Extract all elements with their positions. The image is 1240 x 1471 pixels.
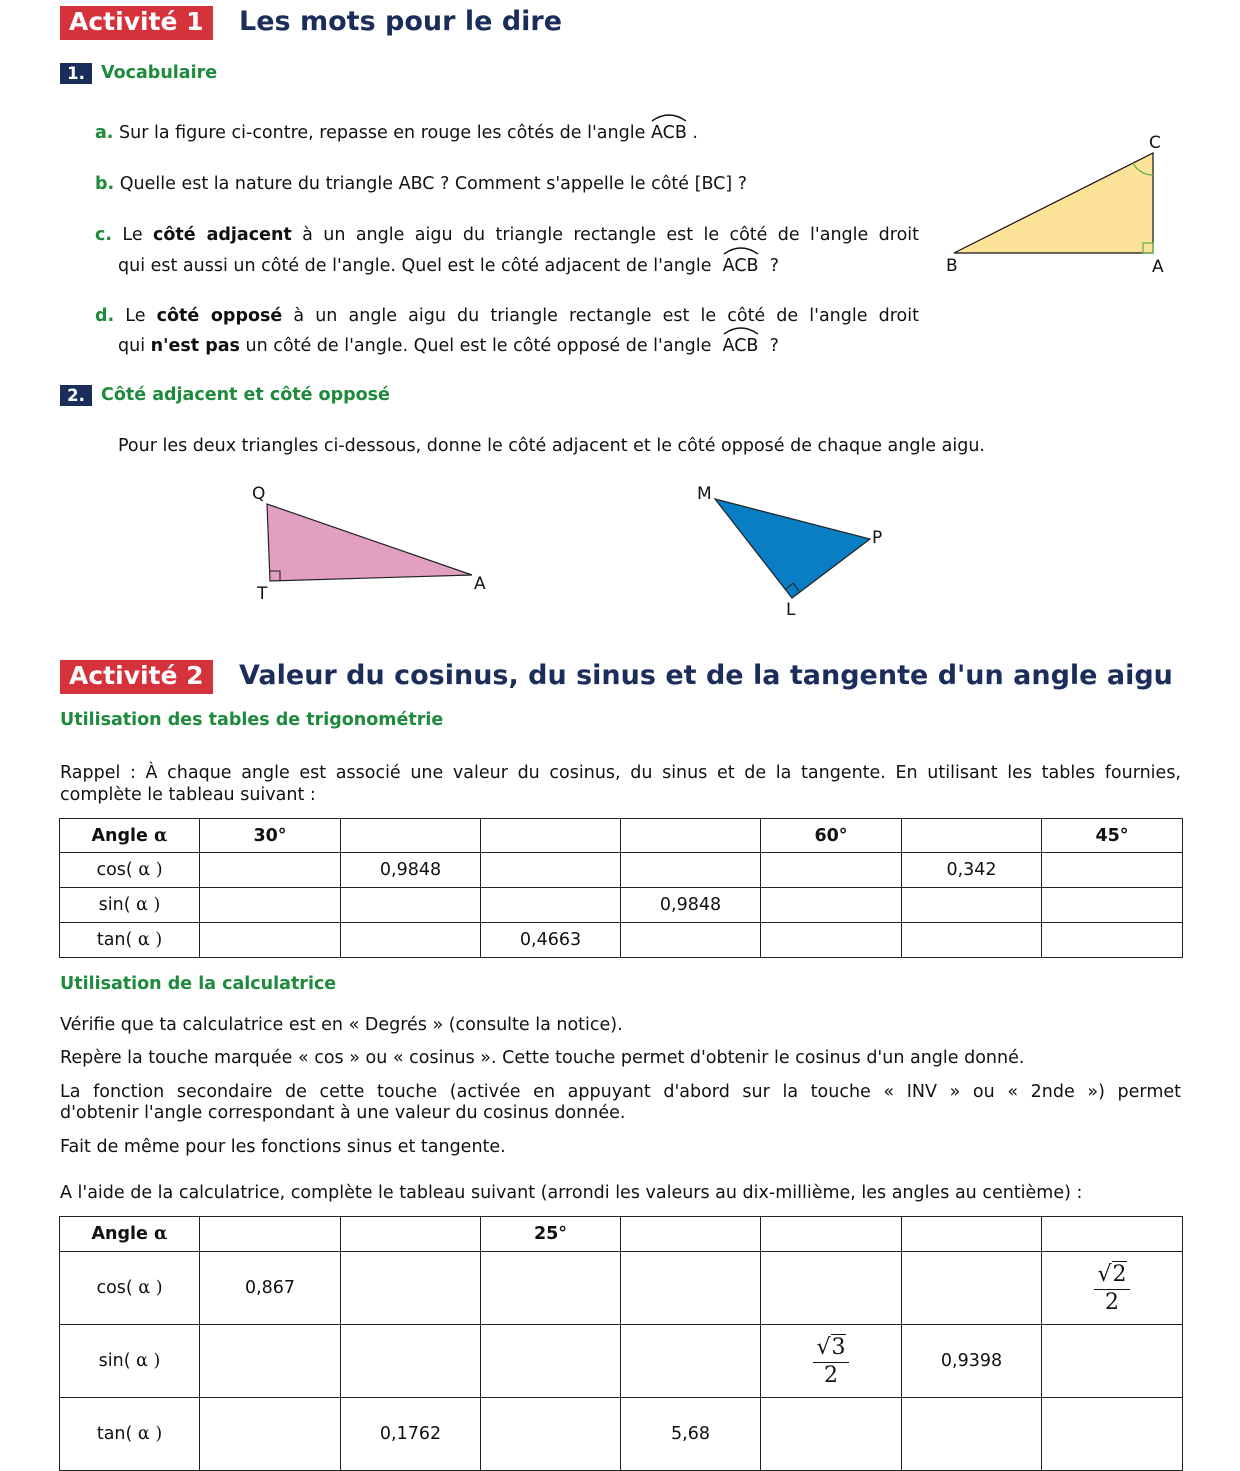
- table-cell[interactable]: 0,9848: [621, 888, 761, 923]
- table-cell[interactable]: [902, 923, 1042, 958]
- fraction-sqrt2-over-2[interactable]: √ 2 2: [1042, 1252, 1183, 1325]
- row-label-tan: tan( α ): [60, 923, 200, 958]
- table-cell[interactable]: 25°: [481, 1217, 621, 1252]
- activity-1-badge: Activité 1: [60, 6, 213, 40]
- question-d-letter: d.: [95, 306, 115, 326]
- label-c: C: [1149, 133, 1161, 153]
- table-cell[interactable]: [200, 923, 341, 958]
- table-cell[interactable]: [902, 1398, 1042, 1471]
- table-cell[interactable]: [1042, 923, 1183, 958]
- table-cell[interactable]: [200, 1398, 341, 1471]
- table-cell[interactable]: 5,68: [621, 1398, 761, 1471]
- table-cell[interactable]: [341, 923, 481, 958]
- table-cell[interactable]: [481, 1252, 621, 1325]
- calculator-instruction: A l'aide de la calculatrice, complète le tableau suivant (arrondi les valeurs au dix-millième, les angles au centième) :: [60, 1183, 1083, 1203]
- table-cell[interactable]: [1042, 1217, 1183, 1252]
- question-c-letter: c.: [95, 225, 113, 245]
- table-cell[interactable]: [481, 853, 621, 888]
- trig-table-1: [59, 818, 1183, 958]
- table2-tan-row: [60, 1398, 1183, 1471]
- label-a: A: [1152, 257, 1164, 277]
- row-label-cos: cos( α ): [60, 853, 200, 888]
- fraction-sqrt3-over-2[interactable]: √ 3 2: [761, 1325, 902, 1398]
- table-cell[interactable]: [200, 853, 341, 888]
- label-l: L: [786, 600, 796, 620]
- row-label-sin: sin( α ): [60, 1325, 200, 1398]
- paragraph-4: Fait de même pour les fonctions sinus et tangente.: [60, 1137, 506, 1157]
- label-m: M: [697, 484, 712, 504]
- section-2-instruction: Pour les deux triangles ci-dessous, donne le côté adjacent et le côté opposé de chaque angle aigu.: [118, 436, 985, 456]
- triangle-qta-figure: [250, 495, 490, 590]
- question-a-letter: a.: [95, 123, 114, 143]
- section-1-number: 1.: [60, 63, 92, 84]
- term-cote-adjacent: côté adjacent: [153, 225, 292, 245]
- table-cell[interactable]: [761, 1398, 902, 1471]
- term-cote-oppose: côté opposé: [156, 306, 283, 326]
- question-d-line1: d. Le côté opposé à un angle aigu du triangle rectangle est le côté de l'angle droit: [95, 306, 919, 326]
- table-cell[interactable]: [200, 1217, 341, 1252]
- table-cell[interactable]: [341, 1325, 481, 1398]
- angle-header: Angle α: [60, 819, 200, 853]
- table-cell[interactable]: [481, 1325, 621, 1398]
- paragraph-2: Repère la touche marquée « cos » ou « cosinus ». Cette touche permet d'obtenir le cosinus d'un angle donné.: [60, 1048, 1025, 1068]
- section-1-title: Vocabulaire: [101, 63, 218, 83]
- question-b-text: Quelle est la nature du triangle ABC ? Comment s'appelle le côté [BC] ?: [119, 174, 748, 194]
- triangle-abc: [954, 153, 1153, 253]
- angle-header: Angle α: [60, 1217, 200, 1252]
- table-cell[interactable]: [341, 1252, 481, 1325]
- table-cell[interactable]: [621, 1217, 761, 1252]
- question-c-line1: c. Le côté adjacent à un angle aigu du triangle rectangle est le côté de l'angle droit: [95, 225, 919, 245]
- table2-sin-row: [60, 1325, 1183, 1398]
- activity-1-title: Les mots pour le dire: [239, 6, 563, 37]
- rappel-text: Rappel : À chaque angle est associé une valeur du cosinus, du sinus et de la tangente. En utilisant les tables fournies, complète le tableau suivant :: [60, 763, 1181, 805]
- table-cell[interactable]: [761, 923, 902, 958]
- question-c-line2: qui est aussi un côté de l'angle. Quel est le côté adjacent de l'angle ACB ?: [118, 252, 779, 278]
- table-cell[interactable]: 45°: [1042, 819, 1183, 853]
- question-a-text: Sur la figure ci-contre, repasse en rouge les côtés de l'angle: [119, 123, 646, 143]
- table-cell[interactable]: [761, 1252, 902, 1325]
- table-cell[interactable]: [621, 923, 761, 958]
- table-cell[interactable]: [481, 819, 621, 853]
- label-q: Q: [252, 484, 266, 504]
- label-p: P: [872, 528, 883, 548]
- table-cell[interactable]: [481, 1398, 621, 1471]
- subheading-tables: Utilisation des tables de trigonométrie: [60, 710, 444, 730]
- activity-2-title: Valeur du cosinus, du sinus et de la tangente d'un angle aigu: [239, 660, 1173, 691]
- table-cell[interactable]: [761, 1217, 902, 1252]
- table-cell[interactable]: [621, 853, 761, 888]
- table-cell[interactable]: [200, 888, 341, 923]
- table-cell[interactable]: [902, 1252, 1042, 1325]
- table-cell[interactable]: [1042, 1398, 1183, 1471]
- table1-header-row: [60, 819, 1183, 853]
- table-cell[interactable]: [761, 888, 902, 923]
- angle-acb: ACB: [723, 332, 759, 358]
- triangle-mpl-figure: [700, 490, 890, 605]
- table-cell[interactable]: [1042, 853, 1183, 888]
- table-cell[interactable]: [1042, 888, 1183, 923]
- paragraph-3-line1: La fonction secondaire de cette touche (activée en appuyant d'abord sur la touche « INV » ou « 2nde ») permet: [60, 1082, 1181, 1102]
- table-cell[interactable]: 0,9848: [341, 853, 481, 888]
- table-cell[interactable]: [481, 888, 621, 923]
- table-cell[interactable]: [341, 888, 481, 923]
- paragraph-1: Vérifie que ta calculatrice est en « Degrés » (consulte la notice).: [60, 1015, 623, 1035]
- question-d-line2: qui n'est pas un côté de l'angle. Quel est le côté opposé de l'angle ACB ?: [118, 332, 779, 358]
- label-t: T: [257, 584, 268, 604]
- question-b-letter: b.: [95, 174, 115, 194]
- subheading-calculatrice: Utilisation de la calculatrice: [60, 974, 337, 994]
- table-cell[interactable]: [621, 819, 761, 853]
- table-cell[interactable]: [621, 1325, 761, 1398]
- table2-cos-row: [60, 1252, 1183, 1325]
- angle-acb: ACB: [651, 119, 687, 145]
- row-label-cos: cos( α ): [60, 1252, 200, 1325]
- table-cell[interactable]: [902, 819, 1042, 853]
- activity-2-badge: Activité 2: [60, 660, 213, 694]
- table-cell[interactable]: [761, 853, 902, 888]
- table-cell[interactable]: [341, 1217, 481, 1252]
- table-cell[interactable]: 0,867: [200, 1252, 341, 1325]
- table-cell[interactable]: 0,9398: [902, 1325, 1042, 1398]
- table-cell[interactable]: 0,342: [902, 853, 1042, 888]
- triangle-abc-figure: [930, 130, 1180, 280]
- row-label-sin: sin( α ): [60, 888, 200, 923]
- table-cell[interactable]: 0,1762: [341, 1398, 481, 1471]
- table-cell[interactable]: [621, 1252, 761, 1325]
- table-cell[interactable]: 0,4663: [481, 923, 621, 958]
- table-cell[interactable]: [1042, 1325, 1183, 1398]
- table-cell[interactable]: 30°: [200, 819, 341, 853]
- label-b: B: [946, 256, 958, 276]
- triangle-qta: [267, 504, 472, 581]
- section-2-title: Côté adjacent et côté opposé: [101, 385, 390, 405]
- table-cell[interactable]: [902, 1217, 1042, 1252]
- table-cell[interactable]: [341, 819, 481, 853]
- table1-cos-row: [60, 853, 1183, 888]
- paragraph-3-line2: d'obtenir l'angle correspondant à une valeur du cosinus donnée.: [60, 1103, 626, 1123]
- table-cell[interactable]: 60°: [761, 819, 902, 853]
- table-cell[interactable]: [902, 888, 1042, 923]
- table1-tan-row: [60, 923, 1183, 958]
- question-a: a. Sur la figure ci-contre, repasse en rouge les côtés de l'angle ACB .: [95, 119, 698, 145]
- question-b: [95, 172, 747, 196]
- angle-acb: ACB: [723, 252, 759, 278]
- label-a-qta: A: [474, 574, 486, 594]
- section-2-number: 2.: [60, 385, 92, 406]
- table-cell[interactable]: [200, 1325, 341, 1398]
- table2-header-row: [60, 1217, 1183, 1252]
- table1-sin-row: [60, 888, 1183, 923]
- trig-table-2: [59, 1216, 1183, 1471]
- row-label-tan: tan( α ): [60, 1398, 200, 1471]
